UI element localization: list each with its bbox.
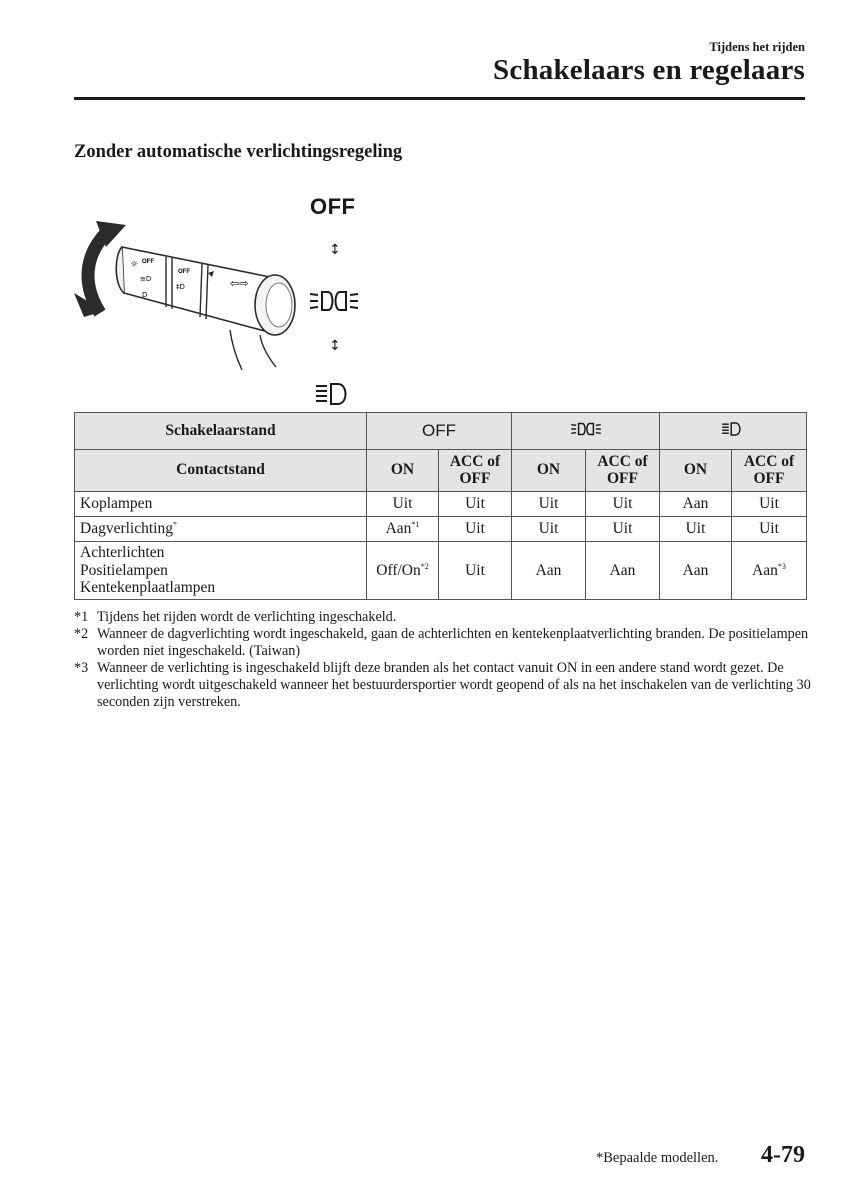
table-row [75,542,807,600]
svg-text:OFF: OFF [142,259,154,265]
table-cell: Aan [512,542,586,600]
col-on-3: ON [660,450,732,492]
table-cell: Uit [660,517,732,542]
position-parking-header [512,413,660,450]
position-headlight-header [660,413,807,450]
headlight-icon [314,381,354,407]
col-on-2: ON [512,450,586,492]
row-label: Koplampen [75,492,367,517]
table-header-row-1 [75,413,807,450]
table-cell: Uit [512,517,586,542]
row-label: Dagverlichting* [75,517,367,542]
footer-note: *Bepaalde modellen. [596,1150,719,1166]
table-cell: Aan$^{*3}$ [732,542,807,600]
col-acc-1: ACC of OFF [439,450,512,492]
position-off-header: OFF [367,413,512,450]
svg-text:OFF: OFF [178,269,190,275]
table-cell: Uit [439,517,512,542]
table-cell: Uit [586,492,660,517]
page-title: Schakelaars en regelaars [493,54,805,86]
section-title: Zonder automatische verlichtingsregeling [74,142,403,162]
table-cell: Uit [367,492,439,517]
col-acc-2: ACC of OFF [586,450,660,492]
off-position-label: OFF [310,194,356,219]
footnote: *1 Tijdens het rijden wordt de verlichting ingeschakeld. [74,609,397,625]
parking-light-icon [308,288,360,314]
footnote: *3 Wanneer de verlichting is ingeschakeld blijft deze branden als het contact vanuit ON in een andere stand wordt gezet. De verlichting wordt uitgeschakeld wanneer het bestuurdersportier wordt geopend of als na het inschakelen van de verlichting 30 seconden zijn verstreken. [74,660,811,710]
table-cell: Uit [439,542,512,600]
table-cell: Off/On$^{*2}$ [367,542,439,600]
table-cell: Aan [660,542,732,600]
parking-light-icon-small [570,421,602,437]
updown-arrow-icon-2: ↕ [329,338,341,354]
svg-text:‡D: ‡D [176,283,185,291]
table-cell: Aan$^{*1}$ [367,517,439,542]
row-label: Achterlichten Positielampen Kentekenplaatlampen [75,542,367,600]
table-cell: Uit [732,492,807,517]
table-row [75,517,807,542]
col-acc-3: ACC of OFF [732,450,807,492]
header-rule [74,97,805,100]
table-header-row-2 [75,450,807,492]
footnotes [74,609,814,711]
footnote: *2 Wanneer de dagverlichting wordt ingeschakeld, gaan de achterlichten en kentekenplaatverlichting branden. De positielampen worden niet ingeschakeld. (Taiwan) [74,626,809,659]
svg-text:☼: ☼ [130,260,139,270]
page-number: 4-79 [761,1142,805,1168]
table-row [75,492,807,517]
lighting-table [74,412,807,600]
chapter-label: Tijdens het rijden [709,40,805,54]
updown-arrow-icon: ↕ [329,242,341,258]
ignition-position-header: Contactstand [75,450,367,492]
table-cell: Uit [439,492,512,517]
table-cell: Uit [512,492,586,517]
table-cell: Uit [586,517,660,542]
table-cell: Uit [732,517,807,542]
svg-text:⇦⇨: ⇦⇨ [230,277,249,290]
col-on-1: ON [367,450,439,492]
table-cell: Aan [586,542,660,600]
switch-position-header: Schakelaarstand [75,413,367,450]
svg-text:D: D [142,291,148,299]
headlight-icon-small [721,421,745,437]
table-cell: Aan [660,492,732,517]
svg-text:≡D: ≡D [140,275,152,283]
